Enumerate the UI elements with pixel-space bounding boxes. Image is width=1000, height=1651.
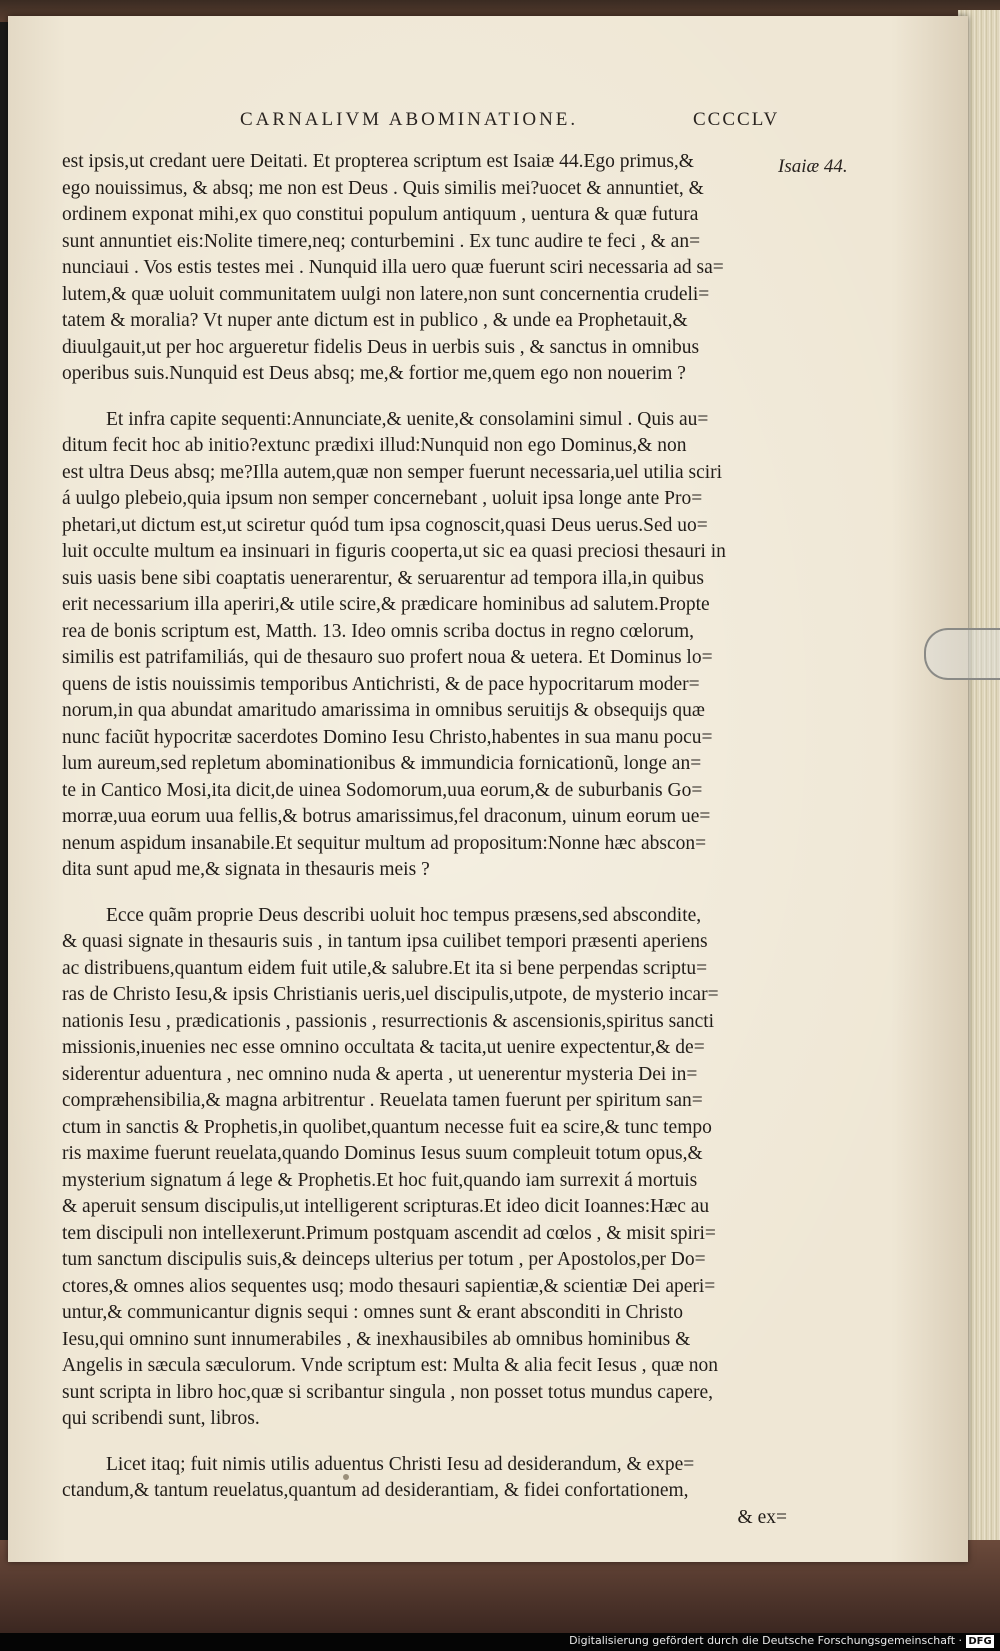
- line-text: siderentur aduentura , nec omnino nuda & aperta , ut uenerentur mysteria Dei in=: [62, 1063, 698, 1085]
- line-text: morræ,uua eorum uua fellis,& botrus amarissimus,fel draconum, uinum eorum ue=: [62, 806, 711, 827]
- line-text: missionis,inuenies nec esse omnino occultata & tacita,ut uenire expectentur,& de=: [62, 1037, 705, 1058]
- text-line: [62, 255, 787, 282]
- text-line: [62, 486, 787, 513]
- page-clip: [924, 628, 1000, 680]
- line-text: est ipsis,ut credant uere Deitati. Et propterea scriptum est Isaiæ 44.Ego primus,&: [62, 151, 694, 172]
- line-text: ac distribuens,quantum eidem fuit utile,& salubre.Et ita si bene perpendas scriptu=: [62, 957, 708, 979]
- text-line: [62, 1035, 787, 1062]
- line-text: phetari,ut dictum est,ut sciretur quód tum ipsa cognoscit,quasi Deus uerus.Sed uo=: [62, 514, 708, 536]
- line-text: tatem & moralia? Vt nuper ante dictum est in publico , & unde ea Prophetauit,&: [62, 310, 688, 331]
- line-text: nationis Iesu , prædicationis , passionis , resurrectionis & ascensionis,spiritus sancti: [62, 1010, 715, 1032]
- line-text: mysterium signatum á lege & Prophetis.Et hoc fuit,quando iam surrexit á mortuis: [62, 1169, 698, 1191]
- line-text: rea de bonis scriptum est, Matth. 13. Ideo omnis scriba doctus in regno cœlorum,: [62, 620, 694, 642]
- line-text: sunt annuntiet eis:Nolite timere,neq; conturbemini . Ex tunc audire te feci , & an=: [62, 230, 701, 252]
- text-line: [62, 308, 787, 335]
- text-line: [62, 229, 787, 256]
- text-line: [62, 513, 787, 540]
- line-text: qui scribendi sunt, libros.: [62, 1408, 260, 1429]
- text-line: [62, 698, 787, 725]
- footer-bar: [0, 1633, 1000, 1651]
- line-text: quens de istis nouissimis temporibus Antichristi, & de pace hypocritarum moder=: [62, 673, 700, 695]
- line-text: nunciaui . Vos estis testes mei . Nunquid illa uero quæ fuerunt sciri necessaria ad sa=: [62, 257, 724, 278]
- line-text: ras de Christo Iesu,& ipsis Christianis ueris,uel discipulis,utpote, de mysterio incar=: [62, 984, 719, 1005]
- text-line: [62, 804, 787, 831]
- text-line: [62, 903, 787, 930]
- text-line: [62, 1353, 787, 1380]
- line-text: norum,in qua abundat amaritudo amarissima in omnibus seruitijs & obsequijs quæ: [62, 700, 705, 721]
- text-line: [62, 645, 787, 672]
- line-text: & ex=: [737, 1506, 787, 1528]
- text-line: [62, 1452, 787, 1479]
- line-text: erit necessarium illa aperiri,& utile scire,& prædicare hominibus ad salutem.Propte: [62, 594, 710, 615]
- paragraph: [62, 407, 787, 884]
- line-text: operibus suis.Nunquid est Deus absq; me,& fortior me,quem ego non nouerim ?: [62, 363, 686, 384]
- text-line: [62, 1194, 787, 1221]
- text-line: [62, 1406, 787, 1433]
- folio-number: CCCCLV: [693, 109, 780, 130]
- ink-spot: [343, 1474, 349, 1480]
- line-text: tem discipuli non intellexerunt.Primum postquam ascendit ad cœlos , & misit spiri=: [62, 1222, 716, 1244]
- text-line: [62, 566, 787, 593]
- line-text: nenum aspidum insanabile.Et sequitur multum ad propositum:Nonne hæc abscon=: [62, 832, 707, 854]
- text-line: [62, 407, 787, 434]
- line-text: Et infra capite sequenti:Annunciate,& uenite,& consolamini simul . Quis au=: [106, 408, 709, 430]
- text-line: [62, 149, 787, 176]
- text-line: [62, 1274, 787, 1301]
- line-text: & quasi signate in thesauris suis , in tantum ipsa cuilibet tempori præsenti aperiens: [62, 931, 708, 952]
- text-line: [62, 361, 787, 388]
- text-line: [62, 929, 787, 956]
- text-line: [62, 725, 787, 752]
- line-text: Licet itaq; fuit nimis utilis aduentus Christi Iesu ad desiderandum, & expe=: [106, 1453, 695, 1475]
- line-text: diuulgauit,ut per hoc argueretur fidelis Deus in uerbis suis , & sanctus in omnibus: [62, 336, 700, 358]
- line-text: nunc faciũt hypocritæ sacerdotes Domino Iesu Christo,habentes in sua manu pocu=: [62, 726, 713, 748]
- text-line: [62, 592, 787, 619]
- line-text: dita sunt apud me,& signata in thesauris meis ?: [62, 859, 430, 880]
- line-text: lutem,& quæ uoluit communitatem uulgi non latere,non sunt concernentia crudeli=: [62, 283, 710, 305]
- text-line: [62, 751, 787, 778]
- body-text: [62, 149, 787, 1531]
- text-line: [62, 282, 787, 309]
- text-line: [62, 778, 787, 805]
- text-line: [62, 1300, 787, 1327]
- line-text: similis est patrifamiliás, qui de thesauro suo profert noua & uetera. Et Dominus lo=: [62, 647, 713, 668]
- running-head: [8, 109, 968, 139]
- text-line: [62, 831, 787, 858]
- text-line: [62, 539, 787, 566]
- line-text: Ecce quãm proprie Deus describi uoluit hoc tempus præsens,sed abscondite,: [106, 904, 702, 926]
- paragraph: [62, 149, 787, 388]
- line-text: ordinem exponat mihi,ex quo constitui populum antiquum , uentura & quæ futura: [62, 204, 699, 225]
- text-line: [62, 335, 787, 362]
- line-text: compræhensibilia,& magna arbitrentur . Reuelata tamen fuerunt per spiritum san=: [62, 1090, 703, 1111]
- text-line: [62, 1505, 787, 1532]
- line-text: te in Cantico Mosi,ita dicit,de uinea Sodomorum,uua eorum,& de suburbanis Go=: [62, 779, 703, 801]
- line-text: suis uasis bene sibi coaptatis uenerarentur, & seruarentur ad tempora illa,in quibus: [62, 567, 704, 589]
- text-line: [62, 176, 787, 203]
- line-text: luit occulte multum ea insinuari in figuris cooperta,ut sic ea quasi preciosi thesauri in: [62, 541, 726, 562]
- line-text: ego nouissimus, & absq; me non est Deus . Quis similis mei?uocet & annuntiet, &: [62, 177, 704, 199]
- text-line: [62, 1009, 787, 1036]
- paragraph: [62, 1452, 787, 1532]
- dfg-logo: DFG: [966, 1635, 994, 1648]
- line-text: tum sanctum discipulis suis,& deinceps ulterius per totum , per Apostolos,per Do=: [62, 1249, 706, 1270]
- line-text: ctandum,& tantum reuelatus,quantum ad desiderantiam, & fidei confortationem,: [62, 1480, 689, 1501]
- text-line: [62, 1088, 787, 1115]
- line-text: Angelis in sæcula sæculorum. Vnde scriptum est: Multa & alia fecit Iesus , quæ non: [62, 1355, 719, 1376]
- text-line: [62, 1221, 787, 1248]
- line-text: untur,& communicantur dignis sequi : omnes sunt & erant absconditi in Christo: [62, 1302, 683, 1323]
- text-line: [62, 982, 787, 1009]
- marginal-note: Isaiæ 44.: [778, 156, 848, 177]
- paragraph: [62, 903, 787, 1433]
- text-line: [62, 433, 787, 460]
- line-text: ctum in sanctis & Prophetis,in quolibet,quantum necesse fuit ea scire,& tunc tempo: [62, 1116, 712, 1138]
- text-line: [62, 857, 787, 884]
- line-text: & aperuit sensum discipulis,ut intelligerent scripturas.Et ideo dicit Ioannes:Hæc au: [62, 1196, 710, 1217]
- line-text: est ultra Deus absq; me?Illa autem,quæ non semper fuerunt necessaria,uel utilia sciri: [62, 461, 723, 483]
- book-page: [8, 16, 968, 1562]
- text-line: [62, 956, 787, 983]
- text-line: [62, 1247, 787, 1274]
- text-line: [62, 1115, 787, 1142]
- line-text: lum aureum,sed repletum abominationibus & immundicia fornicationũ, longe an=: [62, 753, 702, 774]
- line-text: ris maxime fuerunt reuelata,quando Dominus Iesus suum compleuit totum opus,&: [62, 1143, 703, 1164]
- line-text: ctores,& omnes alios sequentes usq; modo thesauri sapientiæ,& scientiæ Dei aperi=: [62, 1275, 716, 1297]
- line-text: á uulgo plebeio,quia ipsum non semper concernebant , uoluit ipsa longe ante Pro=: [62, 488, 703, 509]
- text-line: [62, 460, 787, 487]
- line-text: ditum fecit hoc ab initio?extunc prædixi illud:Nunquid non ego Dominus,& non: [62, 435, 687, 456]
- text-line: [62, 619, 787, 646]
- text-line: [62, 1168, 787, 1195]
- text-line: [62, 1478, 787, 1505]
- text-line: [62, 672, 787, 699]
- running-title: CARNALIVM ABOMINATIONE.: [240, 109, 579, 130]
- text-line: [62, 1141, 787, 1168]
- text-line: [62, 1327, 787, 1354]
- text-line: [62, 1062, 787, 1089]
- text-line: [62, 202, 787, 229]
- text-line: [62, 1380, 787, 1407]
- line-text: Iesu,qui omnino sunt innumerabiles , & inexhausibiles ab omnibus hominibus &: [62, 1328, 691, 1350]
- line-text: sunt scripta in libro hoc,quæ si scribantur singula , non posset totus mundus capere,: [62, 1381, 713, 1403]
- footer-credit: Digitalisierung gefördert durch die Deutsche Forschungsgemeinschaft ·: [569, 1634, 962, 1647]
